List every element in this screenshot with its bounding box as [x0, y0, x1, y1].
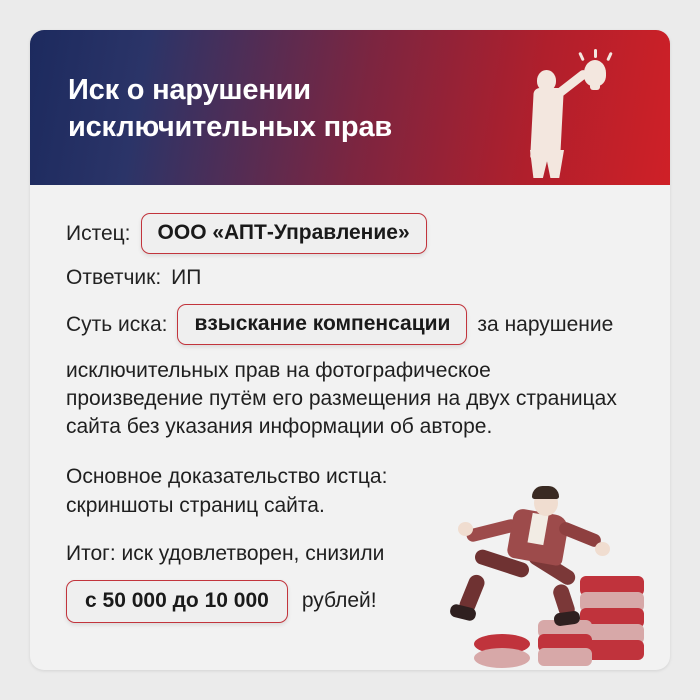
claim-paragraph: исключительных прав на фотографическое произведение путём его размещения на двух страницах сайта без указания информации об авторе.	[66, 359, 617, 439]
page-title: Иск о нарушении исключительных прав	[68, 74, 393, 144]
plaintiff-row	[66, 213, 634, 254]
defendant-row	[66, 266, 634, 290]
person-with-idea-bulb-icon	[508, 52, 628, 180]
defendant-value: ИП	[171, 266, 202, 289]
card-header	[30, 30, 670, 185]
result-suffix: рублей!	[301, 589, 377, 613]
claim-suffix: за нарушение	[477, 312, 614, 336]
infographic-card	[30, 30, 670, 670]
running-man-with-coins-icon	[430, 480, 660, 670]
claim-value-pill: взыскание компенсации	[177, 304, 467, 345]
claim-label: Суть иска:	[66, 312, 168, 336]
claim-row	[66, 304, 634, 345]
evidence-text: Основное доказательство истца: скриншоты страниц сайта.	[66, 465, 388, 517]
result-text: Итог: иск удовлетворен, снизили	[66, 541, 385, 565]
result-value-pill: с 50 000 до 10 000	[66, 580, 288, 623]
plaintiff-value-pill: ООО «АПТ-Управление»	[141, 213, 427, 254]
plaintiff-label: Истец:	[66, 221, 131, 245]
defendant-label: Ответчик:	[66, 266, 162, 289]
